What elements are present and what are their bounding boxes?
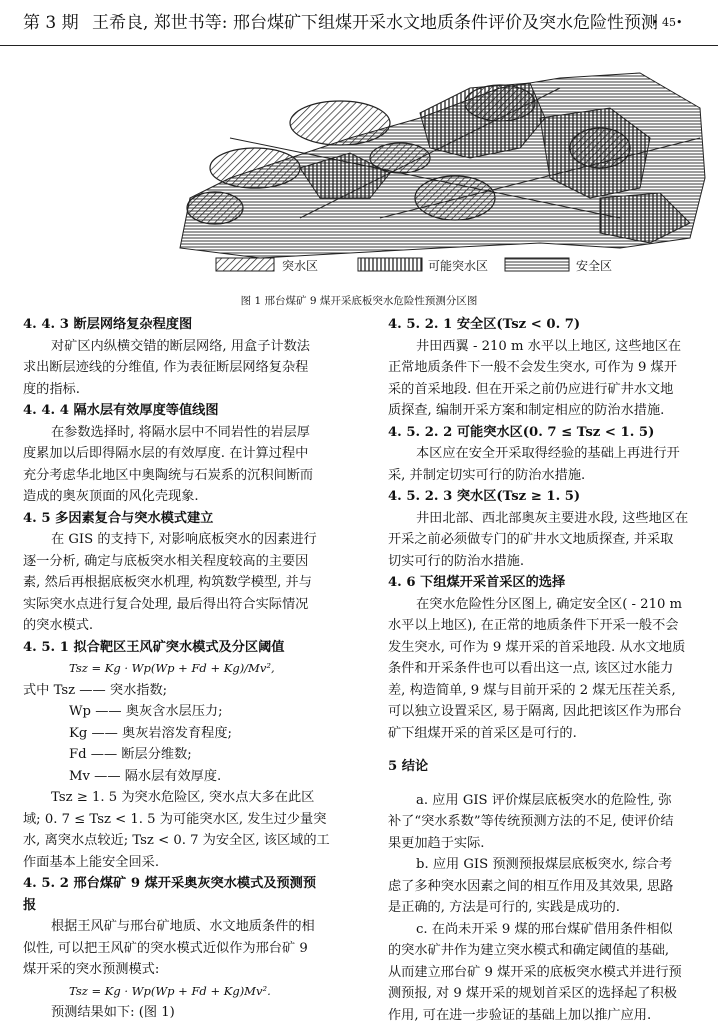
- text-line: 造成的奥灰顶面的风化壳现象.: [23, 489, 199, 504]
- text-line: 煤开采的突水预测模式:: [23, 962, 160, 977]
- text-line: 条件和开采条件也可以看出这一点, 该区过水能力: [388, 661, 674, 676]
- inrush-zone: [465, 85, 535, 121]
- text-line: 虑了多种突水因素之间的相互作用及其效果, 思路: [388, 878, 674, 894]
- text-line: 切实可行的防治水措施.: [388, 553, 525, 569]
- text-line: 本区应在安全开采取得经验的基础上再进行开: [416, 446, 680, 461]
- legend-swatch-possible: [358, 258, 422, 271]
- section-heading: 4. 5. 2 邢台煤矿 9 煤开采奥灰突水模式及预测预: [23, 876, 317, 891]
- right-column: [388, 314, 718, 1026]
- text-line: 差, 构造简单, 9 煤与目前开采的 2 煤无压茬关系,: [388, 682, 676, 698]
- text-line: 可以独立设置采区, 易于隔离, 因此把该区作为邢台: [388, 704, 682, 719]
- section-heading: 4. 4. 4 隔水层有效厚度等值线图: [23, 403, 219, 418]
- left-column: [23, 314, 345, 1024]
- text-line: 水平以上地区), 在正常的地质条件下开采一般不会: [388, 618, 679, 633]
- section-heading: 4. 6 下组煤开采首采区的选择: [388, 575, 566, 590]
- text-line: 作用, 可在进一步验证的基础上加以推广应用.: [388, 1007, 652, 1023]
- text-line: 井田西翼 - 210 m 水平以上地区, 这些地区在: [416, 338, 682, 354]
- section-heading: 4. 5. 1 拟合靶区王风矿突水模式及分区阈值: [23, 639, 285, 655]
- text-line: Tsz ≥ 1. 5 为突水危险区, 突水点大多在此区: [51, 790, 315, 805]
- legend-label-possible: 可能突水区: [428, 259, 489, 273]
- text-line: 从而建立邢台矿 9 煤开采的底板突水模式并进行预: [388, 964, 682, 980]
- issue-number: 第 3 期: [23, 13, 79, 33]
- text-line: 在 GIS 的支持下, 对影响底板突水的因素进行: [51, 532, 317, 547]
- text-line: 度的指标.: [23, 381, 80, 397]
- legend-swatch-safe: [505, 258, 569, 271]
- text-line: Mv —— 隔水层有效厚度.: [69, 768, 222, 784]
- text-line: 的突水模式.: [23, 618, 94, 633]
- section-heading: 5 结论: [388, 759, 429, 774]
- section-heading: 报: [23, 897, 37, 913]
- text-line: 素, 然后再根据底板突水机理, 构筑数学模型, 并与: [23, 575, 312, 590]
- text-line: 在参数选择时, 将隔水层中不同岩性的岩层厚: [51, 424, 310, 440]
- text-line: 正常地质条件下一般不会发生突水, 可作为 9 煤开: [388, 360, 677, 375]
- inrush-zone: [415, 176, 495, 220]
- text-line: 对矿区内纵横交错的断层网络, 用盒子计数法: [51, 338, 310, 354]
- text-line: 采的首采地段. 但在开采之前仍应进行矿井水文地: [388, 381, 674, 397]
- text-line: 域; 0. 7 ≤ Tsz < 1. 5 为可能突水区, 发生过少量突: [23, 811, 327, 827]
- figure-caption: 图 1 邢台煤矿 9 煤开采底板突水危险性预测分区图: [240, 295, 478, 307]
- section-heading: 4. 5. 2. 2 可能突水区(0. 7 ≤ Tsz < 1. 5): [388, 424, 655, 440]
- inrush-zone: [290, 101, 390, 145]
- text-line: 发生突水, 可作为 9 煤开采的首采地段. 从水文地质: [388, 639, 686, 655]
- text-line: a. 应用 GIS 评价煤层底板突水的危险性, 弥: [416, 792, 672, 808]
- text-line: 的突水矿井作为建立突水模式和确定阈值的基础,: [388, 943, 670, 958]
- spacer: [388, 778, 718, 790]
- text-line: Kg —— 奥灰岩溶发育程度;: [69, 725, 232, 741]
- text-line: 式中 Tsz —— 突水指数;: [23, 682, 168, 698]
- text-line: 井田北部、西北部奥灰主要进水段, 这些地区在: [416, 510, 689, 526]
- text-line: 果更加趋于实际.: [388, 835, 485, 851]
- text-line: 开采之前必须做专门的矿井水文地质探查, 并采取: [388, 532, 674, 547]
- text-line: 采, 并制定切实可行的防治水措施.: [388, 467, 586, 483]
- inrush-zone: [187, 192, 243, 224]
- text-line: 预测结果如下: (图 1): [51, 1005, 175, 1020]
- text-line: b. 应用 GIS 预测预报煤层底板突水, 综合考: [416, 857, 673, 872]
- text-line: 充分考虑华北地区中奥陶统与石炭系的沉积间断而: [23, 467, 314, 483]
- text-line: Fd —— 断层分维数;: [69, 747, 192, 762]
- legend-label-inrush: 突水区: [282, 259, 319, 273]
- text-line: 逐一分析, 确定与底板突水相关程度较高的主要因: [23, 553, 309, 569]
- inrush-zone: [570, 128, 630, 168]
- text-line: 在突水危险性分区图上, 确定安全区( - 210 m: [416, 596, 683, 612]
- text-line: 似性, 可以把王风矿的突水模式近似作为邢台矿 9: [23, 940, 308, 956]
- text-line: 求出断层迹线的分维值, 作为表征断层网络复杂程: [23, 360, 309, 375]
- text-line: Tsz = Kg · Wp(Wp + Fd + Kg)/Mv²,: [69, 661, 275, 675]
- zoning-map-figure: [0, 48, 718, 312]
- text-line: 度累加以后即得隔水层的有效厚度. 在计算过程中: [23, 446, 309, 461]
- text-line: 补了“突水系数”等传统预测方法的不足, 使评价结: [388, 814, 674, 829]
- section-heading: 4. 5. 2. 1 安全区(Tsz < 0. 7): [388, 317, 581, 332]
- text-line: 作面基本上能安全回采.: [23, 854, 160, 870]
- text-line: c. 在尚未开采 9 煤的邢台煤矿借用条件相似: [416, 921, 673, 937]
- text-line: 矿下组煤开采的首采区是可行的.: [388, 725, 577, 741]
- text-line: 测预报, 对 9 煤开采的规划首采区的选择起了积极: [388, 986, 677, 1001]
- text-line: Tsz = Kg · Wp(Wp + Fd + Kg)Mv².: [69, 983, 271, 998]
- running-header: [0, 0, 718, 46]
- running-title: 王希良, 郑世书等: 邢台煤矿下组煤开采水文地质条件评价及突水危险性预测: [92, 13, 658, 33]
- text-line: Wp —— 奥灰含水层压力;: [69, 704, 223, 719]
- spacer: [388, 744, 718, 756]
- section-heading: 4. 5. 2. 3 突水区(Tsz ≥ 1. 5): [388, 489, 581, 504]
- page-number: • 45•: [652, 16, 683, 29]
- text-line: 水, 离突水点较近; Tsz < 0. 7 为安全区, 该区域的工: [23, 833, 330, 848]
- text-line: 质探查, 编制开采方案和制定相应的防治水措施.: [388, 403, 665, 418]
- text-line: 根据王风矿与邢台矿地质、水文地质条件的相: [51, 919, 315, 934]
- text-line: 实际突水点进行复合处理, 最后得出符合实际情况: [23, 596, 309, 612]
- legend-swatch-inrush: [216, 258, 274, 271]
- section-heading: 4. 5 多因素复合与突水模式建立: [23, 510, 214, 526]
- inrush-zone: [210, 148, 300, 188]
- legend-label-safe: 安全区: [576, 259, 613, 273]
- section-heading: 4. 4. 3 断层网络复杂程度图: [23, 317, 193, 332]
- text-line: 是正确的, 方法是可行的, 实践是成功的.: [388, 900, 620, 915]
